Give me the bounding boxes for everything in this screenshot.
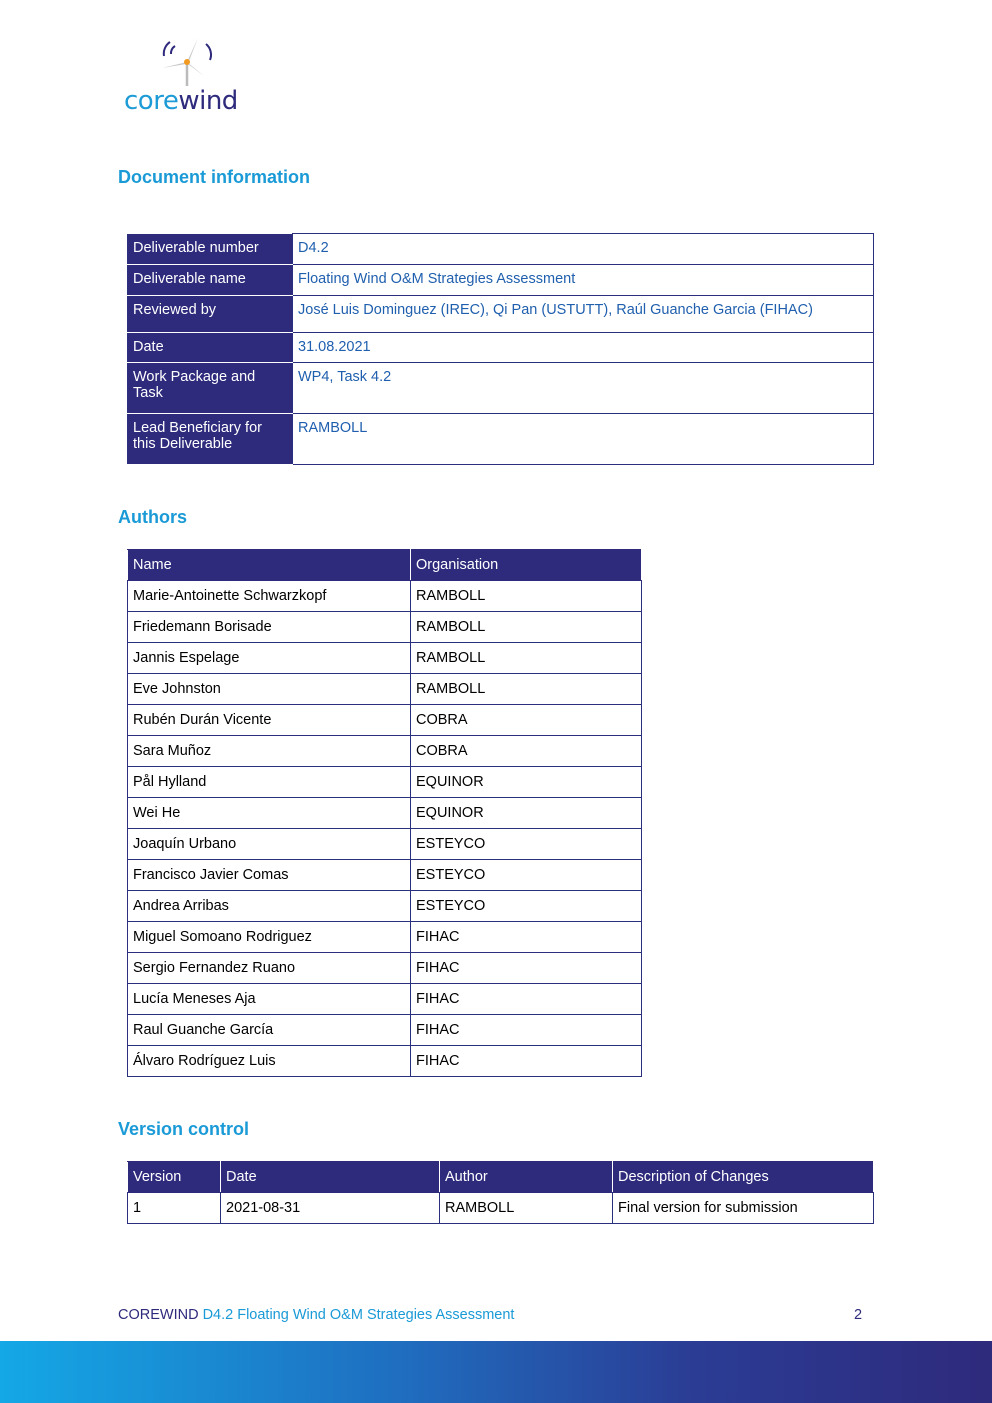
author-organisation: ESTEYCO bbox=[411, 891, 642, 922]
info-key: Deliverable number bbox=[128, 234, 293, 265]
info-key: Reviewed by bbox=[128, 296, 293, 333]
author-name: Rubén Durán Vicente bbox=[128, 705, 411, 736]
authors-table bbox=[127, 549, 642, 1077]
footer-title: D4.2 Floating Wind O&M Strategies Assessment bbox=[202, 1307, 515, 1323]
info-row bbox=[128, 296, 874, 333]
author-name: Friedemann Borisade bbox=[128, 612, 411, 643]
author-organisation: FIHAC bbox=[411, 953, 642, 984]
version-number: 1 bbox=[128, 1193, 221, 1224]
author-organisation: ESTEYCO bbox=[411, 860, 642, 891]
table-row bbox=[128, 736, 642, 767]
author-name: Eve Johnston bbox=[128, 674, 411, 705]
info-row bbox=[128, 363, 874, 414]
author-name: Raul Guanche García bbox=[128, 1015, 411, 1046]
table-row bbox=[128, 953, 642, 984]
info-row bbox=[128, 265, 874, 296]
author-organisation: FIHAC bbox=[411, 1046, 642, 1077]
section-title-authors: Authors bbox=[118, 507, 187, 527]
table-row bbox=[128, 798, 642, 829]
table-row bbox=[128, 612, 642, 643]
author-organisation: FIHAC bbox=[411, 1015, 642, 1046]
table-row bbox=[128, 767, 642, 798]
info-value: José Luis Dominguez (IREC), Qi Pan (USTUTT), Raúl Guanche Garcia (FIHAC) bbox=[293, 296, 874, 333]
author-name: Joaquín Urbano bbox=[128, 829, 411, 860]
corewind-logo bbox=[122, 34, 262, 124]
author-name: Marie-Antoinette Schwarzkopf bbox=[128, 581, 411, 612]
author-organisation: COBRA bbox=[411, 705, 642, 736]
info-row bbox=[128, 333, 874, 363]
info-value: RAMBOLL bbox=[293, 414, 874, 465]
table-row bbox=[128, 643, 642, 674]
section-title-version-control: Version control bbox=[118, 1119, 250, 1139]
author-name: Lucía Meneses Aja bbox=[128, 984, 411, 1015]
author-name: Miguel Somoano Rodriguez bbox=[128, 922, 411, 953]
logo-wordmark: corewind bbox=[124, 86, 238, 116]
table-row bbox=[128, 922, 642, 953]
info-key: Work Package and Task bbox=[128, 363, 293, 414]
author-name: Jannis Espelage bbox=[128, 643, 411, 674]
info-key: Deliverable name bbox=[128, 265, 293, 296]
version-date: 2021-08-31 bbox=[221, 1193, 440, 1224]
version-control-table bbox=[127, 1161, 874, 1224]
info-row bbox=[128, 414, 874, 465]
page-footer bbox=[118, 1307, 514, 1323]
version-author: RAMBOLL bbox=[440, 1193, 613, 1224]
wind-turbine-icon bbox=[152, 34, 222, 86]
page-number: 2 bbox=[854, 1307, 863, 1323]
author-organisation: FIHAC bbox=[411, 922, 642, 953]
table-row bbox=[128, 581, 642, 612]
author-organisation: RAMBOLL bbox=[411, 581, 642, 612]
table-row bbox=[128, 1046, 642, 1077]
table-row bbox=[128, 829, 642, 860]
info-key: Date bbox=[128, 333, 293, 363]
version-header-row bbox=[128, 1162, 874, 1193]
author-organisation: ESTEYCO bbox=[411, 829, 642, 860]
author-name: Wei He bbox=[128, 798, 411, 829]
table-row bbox=[128, 1015, 642, 1046]
info-value: 31.08.2021 bbox=[293, 333, 874, 363]
info-value: WP4, Task 4.2 bbox=[293, 363, 874, 414]
author-name: Sara Muñoz bbox=[128, 736, 411, 767]
column-header-author: Author bbox=[440, 1162, 613, 1193]
table-row bbox=[128, 1193, 874, 1224]
author-name: Pål Hylland bbox=[128, 767, 411, 798]
info-value: D4.2 bbox=[293, 234, 874, 265]
author-name: Sergio Fernandez Ruano bbox=[128, 953, 411, 984]
column-header-description: Description of Changes bbox=[613, 1162, 874, 1193]
info-row bbox=[128, 234, 874, 265]
author-organisation: FIHAC bbox=[411, 984, 642, 1015]
document-info-table bbox=[127, 233, 874, 465]
column-header-name: Name bbox=[128, 550, 411, 581]
info-value: Floating Wind O&M Strategies Assessment bbox=[293, 265, 874, 296]
column-header-organisation: Organisation bbox=[411, 550, 642, 581]
author-name: Álvaro Rodríguez Luis bbox=[128, 1046, 411, 1077]
author-organisation: EQUINOR bbox=[411, 798, 642, 829]
info-key: Lead Beneficiary for this Deliverable bbox=[128, 414, 293, 465]
footer-project: COREWIND bbox=[118, 1307, 199, 1323]
author-organisation: COBRA bbox=[411, 736, 642, 767]
table-row bbox=[128, 984, 642, 1015]
section-title-document-information: Document information bbox=[118, 167, 310, 187]
table-row bbox=[128, 891, 642, 922]
version-description: Final version for submission bbox=[613, 1193, 874, 1224]
author-organisation: RAMBOLL bbox=[411, 612, 642, 643]
column-header-date: Date bbox=[221, 1162, 440, 1193]
footer-gradient-band bbox=[0, 1341, 992, 1403]
author-name: Andrea Arribas bbox=[128, 891, 411, 922]
table-row bbox=[128, 705, 642, 736]
table-row bbox=[128, 674, 642, 705]
author-name: Francisco Javier Comas bbox=[128, 860, 411, 891]
column-header-version: Version bbox=[128, 1162, 221, 1193]
authors-header-row bbox=[128, 550, 642, 581]
author-organisation: RAMBOLL bbox=[411, 674, 642, 705]
author-organisation: RAMBOLL bbox=[411, 643, 642, 674]
author-organisation: EQUINOR bbox=[411, 767, 642, 798]
table-row bbox=[128, 860, 642, 891]
